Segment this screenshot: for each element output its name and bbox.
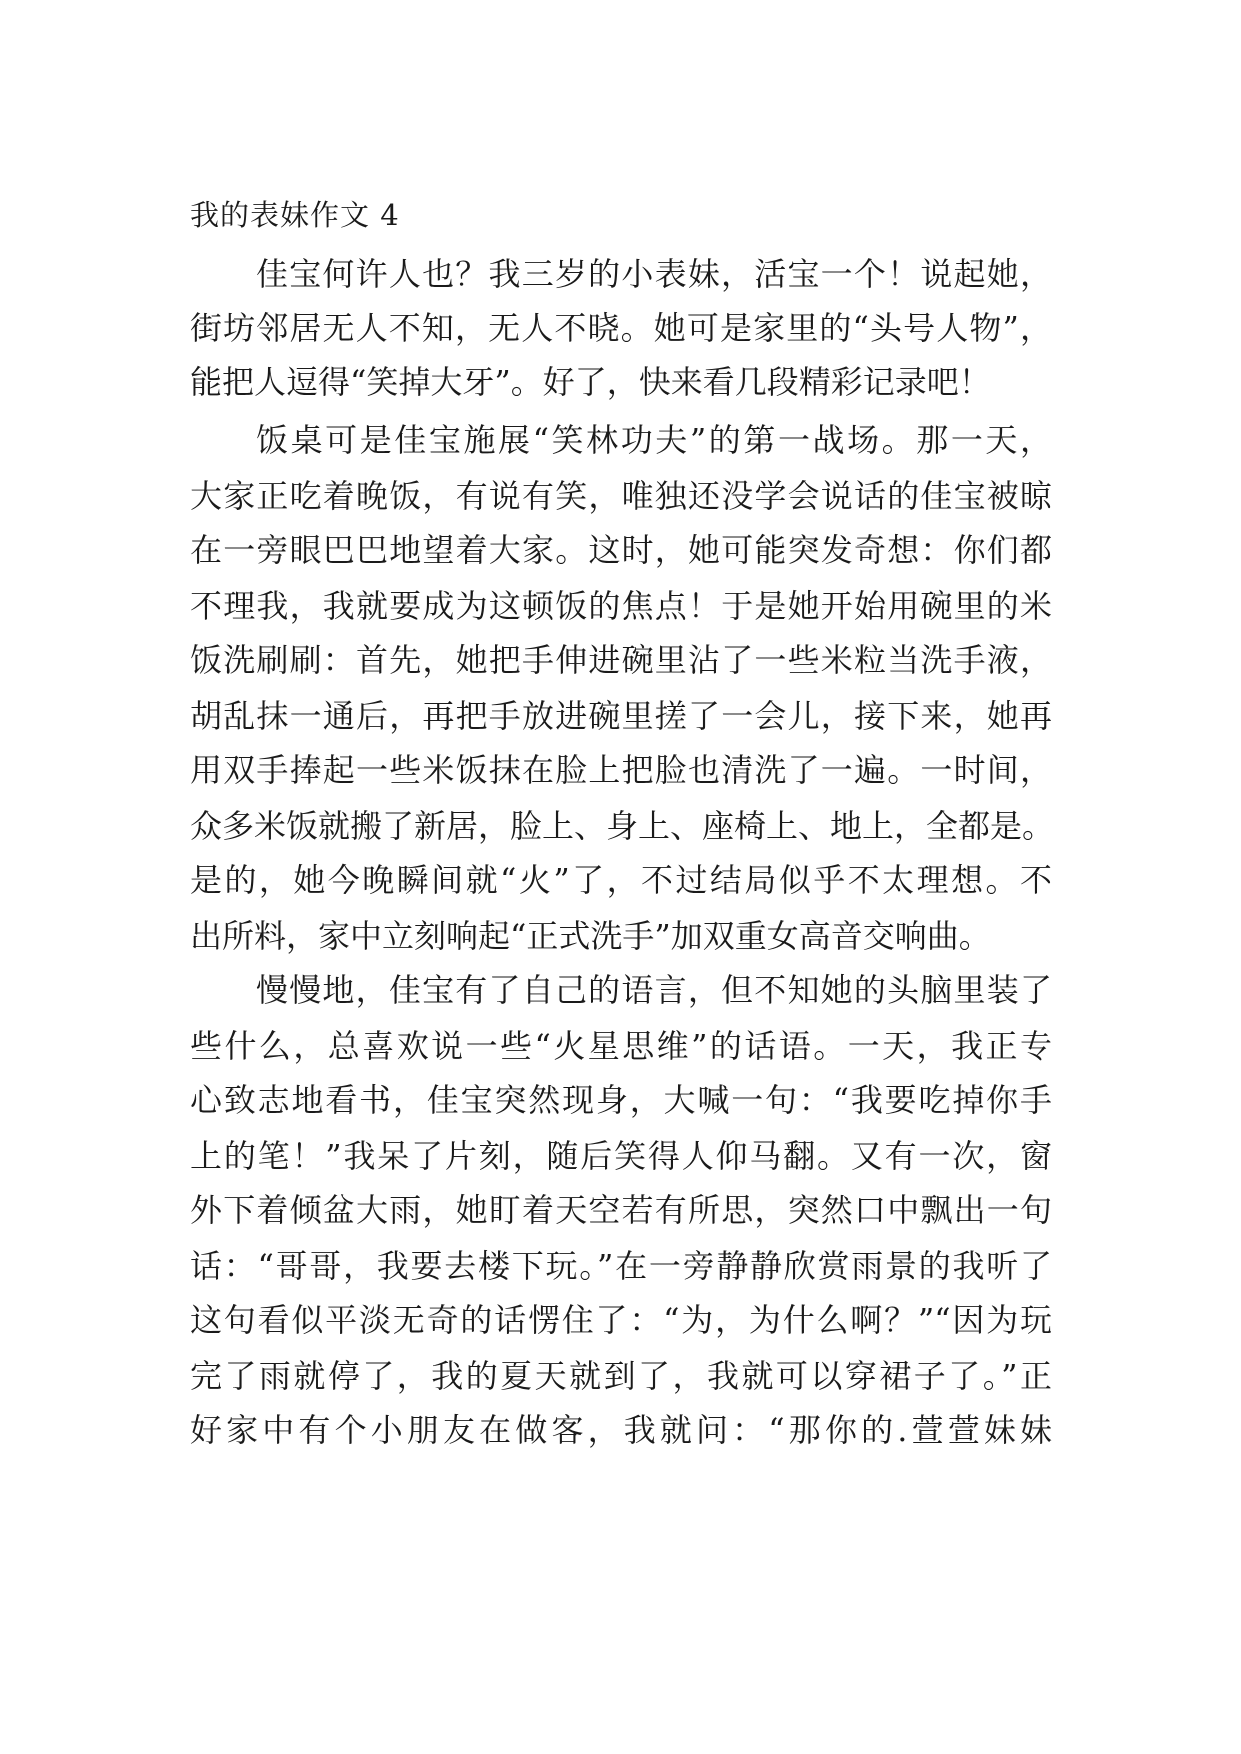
- paragraph-line: 不理我，我就要成为这顿饭的焦点！于是她开始用碗里的米: [190, 587, 1052, 625]
- paragraph-line: 外下着倾盆大雨，她盯着天空若有所思，突然口中飘出一句: [190, 1191, 1052, 1229]
- paragraph-line: 胡乱抹一通后，再把手放进碗里搓了一会儿，接下来，她再: [190, 697, 1052, 735]
- document-title: 我的表妹作文 4: [190, 198, 400, 232]
- paragraph-line: 好家中有个小朋友在做客，我就问：“那你的.萱萱妹妹: [190, 1411, 1052, 1449]
- paragraph-line: 出所料，家中立刻响起“正式洗手”加双重女高音交响曲。: [190, 917, 991, 955]
- paragraph-line: 佳宝何许人也？我三岁的小表妹，活宝一个！说起她，: [256, 255, 1052, 293]
- paragraph-line: 街坊邻居无人不知，无人不晓。她可是家里的“头号人物”，: [190, 309, 1052, 347]
- paragraph-line: 上的笔！”我呆了片刻，随后笑得人仰马翻。又有一次，窗: [190, 1137, 1052, 1175]
- paragraph-line: 话：“哥哥，我要去楼下玩。”在一旁静静欣赏雨景的我听了: [190, 1247, 1052, 1285]
- paragraph-line: 些什么，总喜欢说一些“火星思维”的话语。一天，我正专: [190, 1027, 1052, 1065]
- paragraph-line: 能把人逗得“笑掉大牙”。好了，快来看几段精彩记录吧！: [190, 363, 991, 401]
- paragraph-line: 在一旁眼巴巴地望着大家。这时，她可能突发奇想：你们都: [190, 531, 1052, 569]
- paragraph-line: 慢慢地，佳宝有了自己的语言，但不知她的头脑里装了: [256, 971, 1052, 1009]
- paragraph-line: 用双手捧起一些米饭抹在脸上把脸也清洗了一遍。一时间，: [190, 751, 1052, 789]
- document-page: [190, 0, 1055, 1754]
- paragraph-line: 这句看似平淡无奇的话愣住了：“为，为什么啊？”“因为玩: [190, 1301, 1052, 1339]
- paragraph-line: 是的，她今晚瞬间就“火”了，不过结局似乎不太理想。不: [190, 861, 1052, 899]
- paragraph-line: 众多米饭就搬了新居，脸上、身上、座椅上、地上，全都是。: [190, 807, 1055, 845]
- paragraph-line: 完了雨就停了，我的夏天就到了，我就可以穿裙子了。”正: [190, 1357, 1052, 1395]
- paragraph-line: 心致志地看书，佳宝突然现身，大喊一句：“我要吃掉你手: [190, 1081, 1052, 1119]
- paragraph-line: 饭桌可是佳宝施展“笑林功夫”的第一战场。那一天，: [256, 421, 1052, 459]
- paragraph-line: 大家正吃着晚饭，有说有笑，唯独还没学会说话的佳宝被晾: [190, 477, 1052, 515]
- paragraph-line: 饭洗刷刷：首先，她把手伸进碗里沾了一些米粒当洗手液，: [190, 641, 1052, 679]
